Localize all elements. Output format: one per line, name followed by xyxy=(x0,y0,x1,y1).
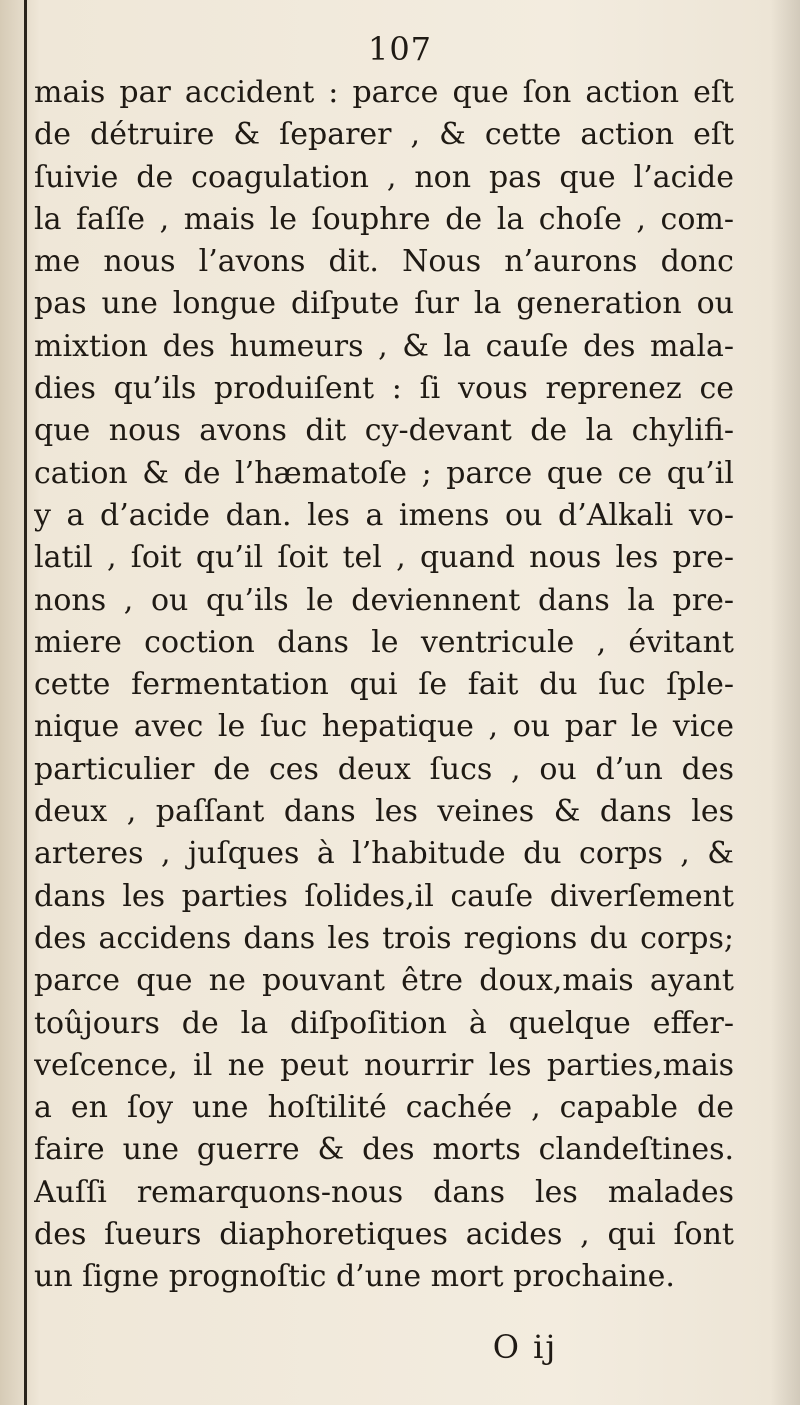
signature-mark: O ij xyxy=(492,1328,558,1366)
text-line: deux , paſſant dans les veines & dans les xyxy=(34,794,734,830)
text-line: a en ſoy une hoſtilité cachée , capable de xyxy=(34,1090,734,1126)
page-edge-shadow xyxy=(770,0,800,1405)
text-line: mais par accident : parce que ſon action eſt xyxy=(34,75,734,110)
text-line: faire une guerre & des morts clandeſtines. xyxy=(34,1132,734,1168)
text-line: de détruire & ſeparer , & cette action eſt xyxy=(34,117,734,153)
text-line: Auſſi remarquons-nous dans les malades xyxy=(34,1174,734,1210)
text-line: que nous avons dit cy-devant de la chylifi- xyxy=(34,413,734,449)
text-line: dies qu’ils produiſent : ſi vous reprenez ce xyxy=(34,371,734,407)
text-line: toûjours de la diſpoſition à quelque effer- xyxy=(34,1005,734,1041)
text-line: des ſueurs diaphoretiques acides , qui ſont xyxy=(34,1217,734,1253)
text-line: nique avec le ſuc hepatique , ou par le vice xyxy=(34,709,734,745)
text-line: nons , ou qu’ils le deviennent dans la pre- xyxy=(34,582,734,618)
text-line: y a d’acide dan. les a imens ou d’Alkali vo- xyxy=(34,497,734,533)
text-line: dans les parties ſolides,il cauſe diverſement xyxy=(34,878,734,914)
page-gutter-edge xyxy=(24,0,27,1405)
text-line: latil , ſoit qu’il ſoit tel , quand nous les pre- xyxy=(34,540,734,576)
text-line: arteres , juſques à l’habitude du corps , & xyxy=(34,836,734,872)
text-line: cette fermentation qui ſe fait du ſuc ſple- xyxy=(34,667,734,703)
text-line: pas une longue diſpute ſur la generation ou xyxy=(34,286,734,322)
text-line: un ſigne prognoſtic d’une mort prochaine. xyxy=(34,1259,675,1295)
text-line: miere coction dans le ventricule , évitant xyxy=(34,624,734,660)
text-line: me nous l’avons dit. Nous n’aurons donc xyxy=(34,244,734,280)
text-line: mixtion des humeurs , & la cauſe des mala- xyxy=(34,328,734,364)
text-line: veſcence, il ne peut nourrir les parties,mais xyxy=(34,1047,734,1083)
text-line: la faſſe , mais le ſouphre de la choſe , com- xyxy=(34,201,734,237)
text-line: des accidens dans les trois regions du corps; xyxy=(34,920,734,956)
text-line: particulier de ces deux ſucs , ou d’un des xyxy=(34,751,734,787)
text-line: ſuivie de coagulation , non pas que l’acide xyxy=(34,159,734,195)
text-line: cation & de l’hæmatoſe ; parce que ce qu’il xyxy=(34,455,734,491)
page-number: 107 xyxy=(367,30,433,68)
body-text xyxy=(34,72,734,1299)
text-line: parce que ne pouvant être doux,mais ayant xyxy=(34,963,734,999)
